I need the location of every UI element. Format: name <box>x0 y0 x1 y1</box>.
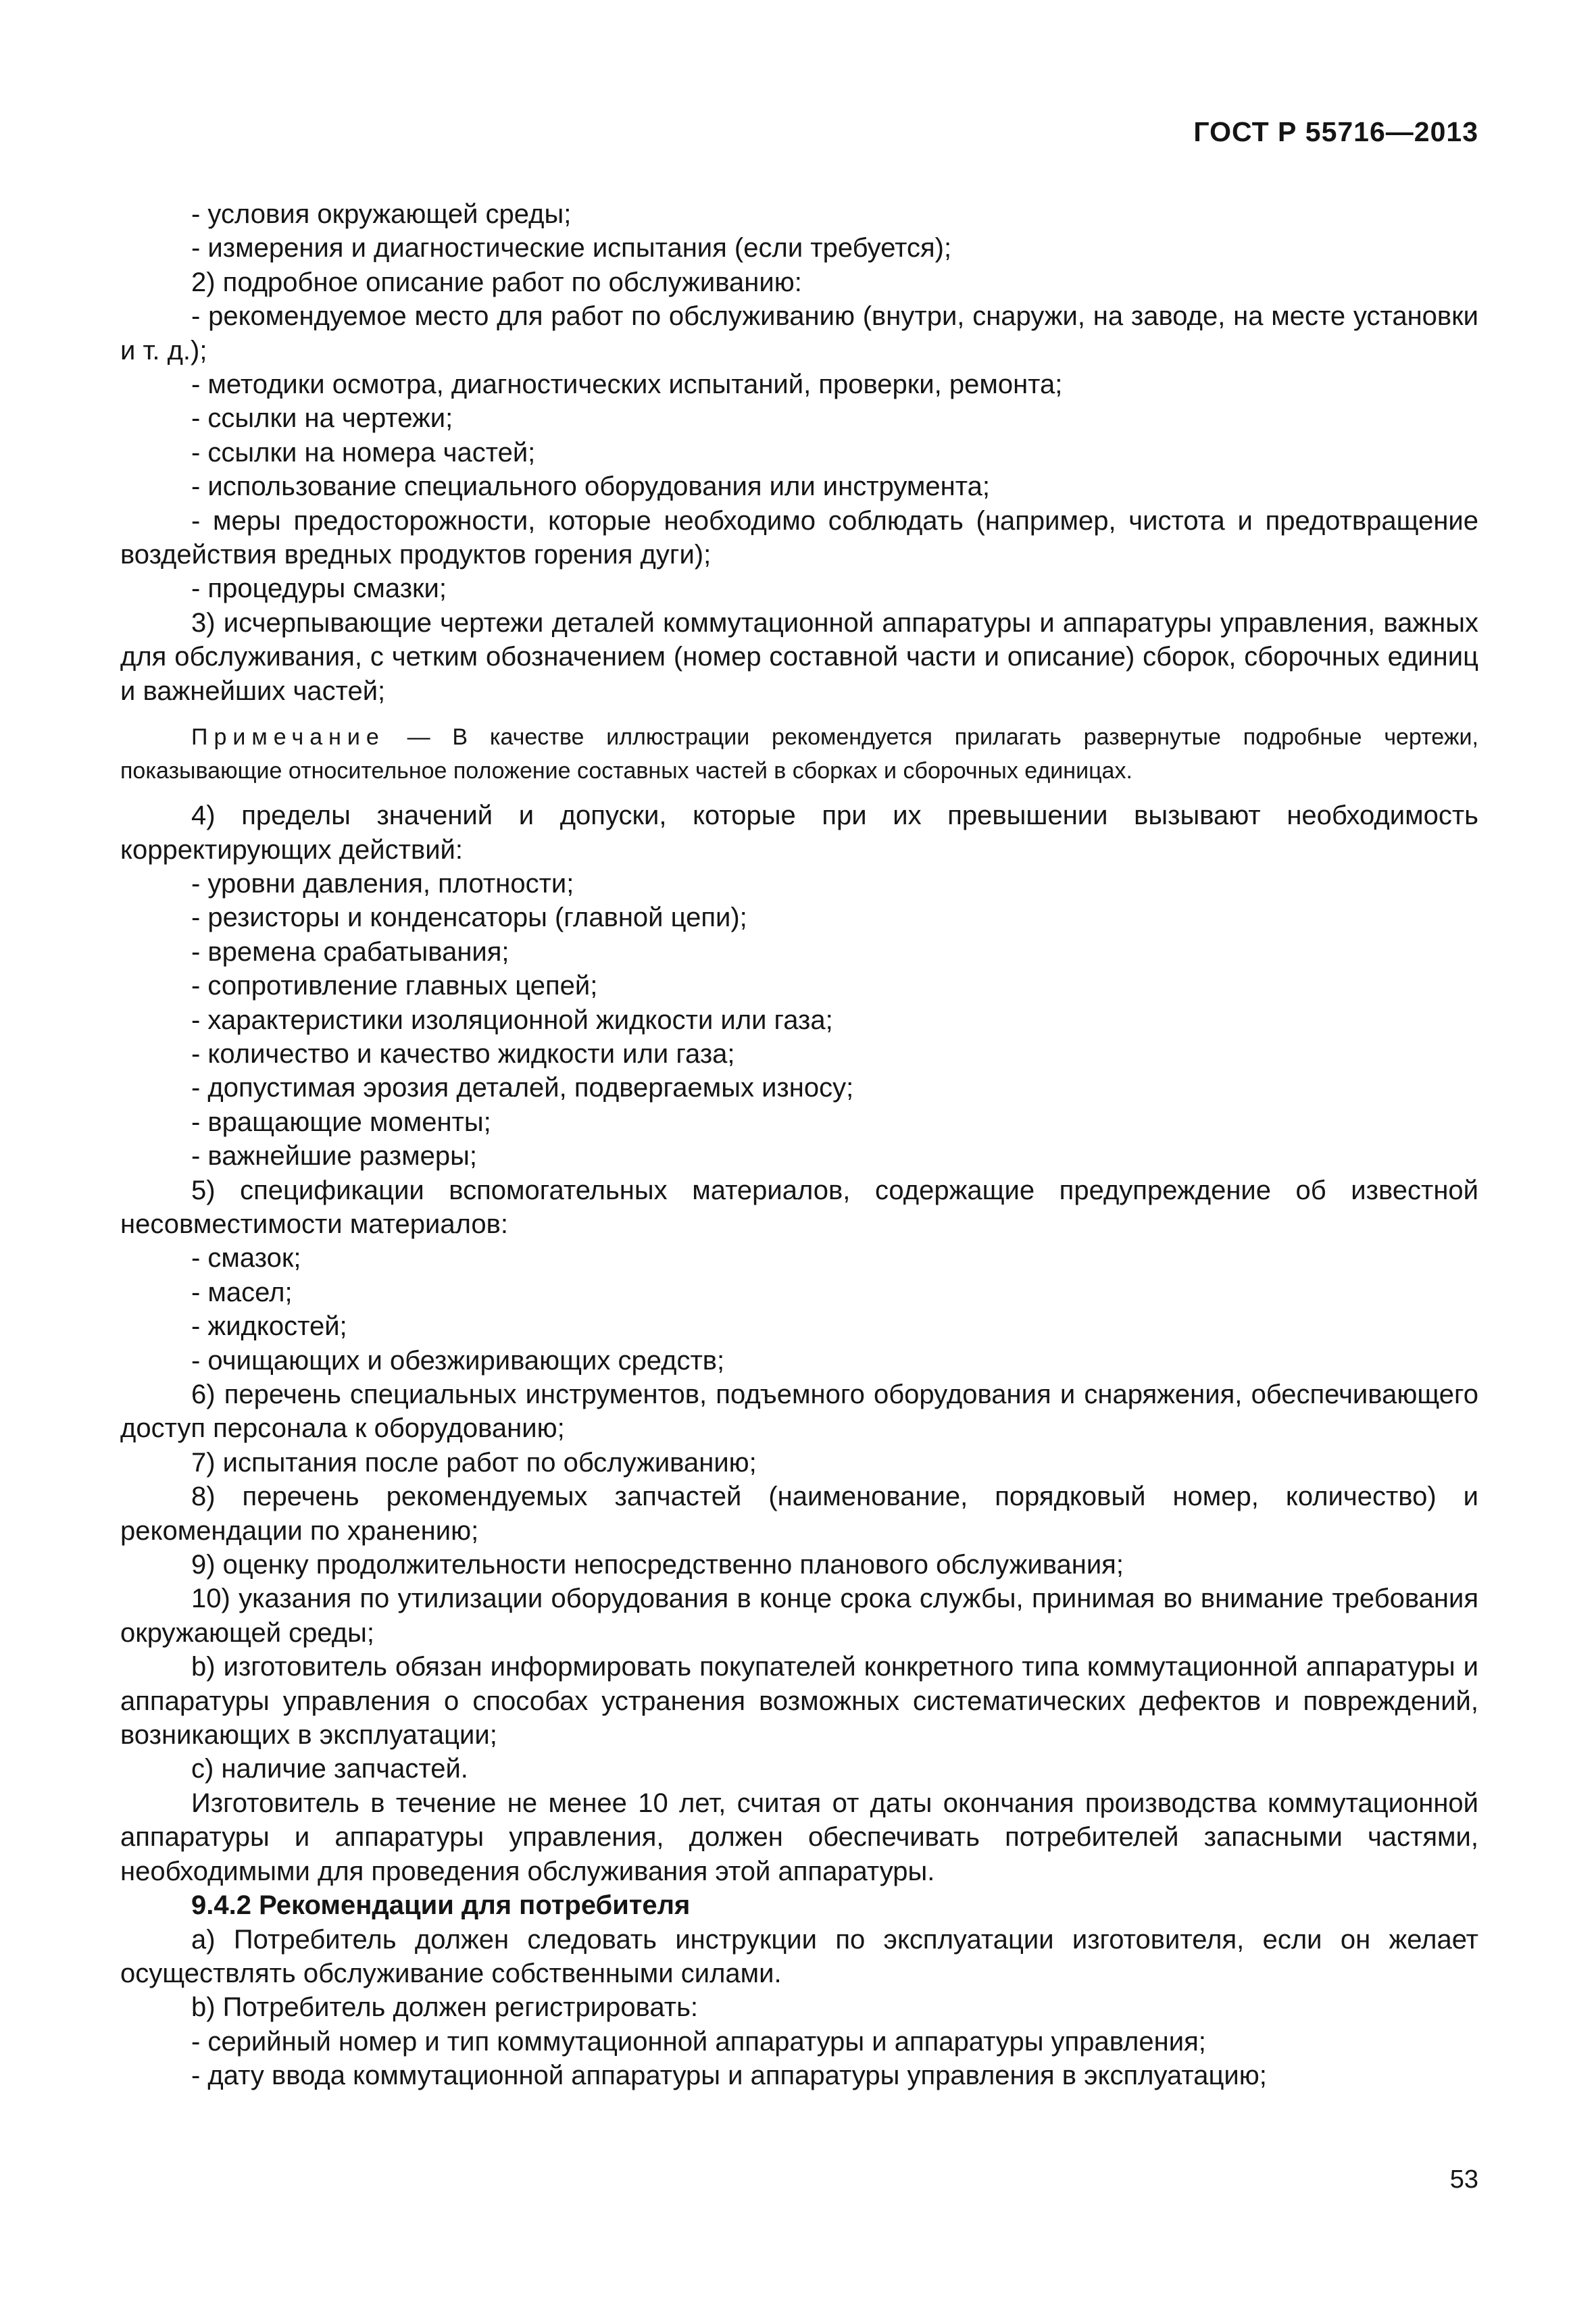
paragraph: - дату ввода коммутационной аппаратуры и аппаратуры управления в эксплуатацию; <box>191 2061 1267 2091</box>
paragraph: - рекомендуемое место для работ по обслуживанию (внутри, снаружи, на заводе, на месте установки и т. д.); <box>120 301 1478 366</box>
document-header: ГОСТ Р 55716—2013 <box>1193 116 1478 147</box>
section-heading: 9.4.2 Рекомендации для потребителя <box>191 1890 691 1921</box>
paragraph: - условия окружающей среды; <box>191 199 572 229</box>
paragraph: - резисторы и конденсаторы (главной цепи); <box>191 903 747 933</box>
paragraph: - допустимая эрозия деталей, подвергаемых износу; <box>191 1073 854 1103</box>
paragraph: 3) исчерпывающие чертежи деталей коммутационной аппаратуры и аппаратуры управления, важных для обслуживания, с четким обозначением (номер составной части и описание) сборок, сборочных единиц и важнейших частей; <box>120 607 1478 706</box>
paragraph: 9) оценку продолжительности непосредственно планового обслуживания; <box>191 1550 1124 1580</box>
list-group-a <box>120 197 1478 708</box>
paragraph: 8) перечень рекомендуемых запчастей (наименование, порядковый номер, количество) и рекомендации по хранению; <box>120 1482 1478 1546</box>
paragraph: - использование специального оборудования или инструмента; <box>191 472 990 502</box>
paragraph: - уровни давления, плотности; <box>191 868 574 899</box>
paragraph: - процедуры смазки; <box>191 574 447 604</box>
paragraph: 7) испытания после работ по обслуживанию; <box>191 1447 757 1478</box>
paragraph: 5) спецификации вспомогательных материалов, содержащие предупреждение об известной несовместимости материалов: <box>120 1175 1478 1239</box>
page-body <box>120 197 1478 2093</box>
paragraph: - измерения и диагностические испытания (если требуется); <box>191 233 952 263</box>
note-text: — В качестве иллюстрации рекомендуется прилагать развернутые подробные чертежи, показывающие относительное положение составных частей в сборках и сборочных единицах. <box>120 724 1478 784</box>
paragraph: - меры предосторожности, которые необходимо соблюдать (например, чистота и предотвращение воздействия вредных продуктов горения дуги); <box>120 505 1478 570</box>
paragraph: - масел; <box>191 1277 293 1307</box>
paragraph: - количество и качество жидкости или газа; <box>191 1038 735 1069</box>
paragraph: - смазок; <box>191 1243 301 1274</box>
paragraph: - важнейшие размеры; <box>191 1141 477 1172</box>
paragraph: - характеристики изоляционной жидкости или газа; <box>191 1005 833 1035</box>
list-group-b <box>120 799 1478 1888</box>
paragraph: b) изготовитель обязан информировать покупателей конкретного типа коммутационной аппаратуры и аппаратуры управления о способах устранения возможных систематических дефектов и повреждений, возникающих в эксплуатации; <box>120 1652 1478 1751</box>
paragraph: 2) подробное описание работ по обслуживанию: <box>191 267 802 297</box>
paragraph: - жидкостей; <box>191 1311 347 1342</box>
paragraph: - методики осмотра, диагностических испытаний, проверки, ремонта; <box>191 370 1063 400</box>
list-group-c <box>120 1923 1478 2093</box>
paragraph: - очищающих и обезжиривающих средств; <box>191 1345 725 1376</box>
paragraph: c) наличие запчастей. <box>191 1754 468 1784</box>
paragraph: - вращающие моменты; <box>191 1107 491 1137</box>
paragraph: 4) пределы значений и допуски, которые при их превышении вызывают необходимость корректирующих действий: <box>120 801 1478 865</box>
paragraph: - времена срабатывания; <box>191 936 509 967</box>
paragraph: 6) перечень специальных инструментов, подъемного оборудования и снаряжения, обеспечивающего доступ персонала к оборудованию; <box>120 1380 1478 1444</box>
paragraph: 10) указания по утилизации оборудования в конце срока службы, принимая во внимание требования окружающей среды; <box>120 1584 1478 1648</box>
paragraph: a) Потребитель должен следовать инструкции по эксплуатации изготовителя, если он желает осуществлять обслуживание собственными силами. <box>120 1924 1478 1988</box>
page-number: 53 <box>1449 2165 1478 2194</box>
paragraph: - сопротивление главных цепей; <box>191 971 598 1001</box>
note-label: Примечание <box>191 724 385 751</box>
paragraph: Изготовитель в течение не менее 10 лет, считая от даты окончания производства коммутационной аппаратуры и аппаратуры управления, должен обеспечивать потребителей запасными частями, необходимыми для проведения обслуживания этой аппаратуры. <box>120 1788 1478 1886</box>
paragraph: - ссылки на чертежи; <box>191 403 453 434</box>
paragraph: - ссылки на номера частей; <box>191 437 536 468</box>
paragraph: b) Потребитель должен регистрировать: <box>191 1992 699 2023</box>
paragraph: - серийный номер и тип коммутационной аппаратуры и аппаратуры управления; <box>191 2026 1206 2057</box>
note <box>120 720 1478 788</box>
